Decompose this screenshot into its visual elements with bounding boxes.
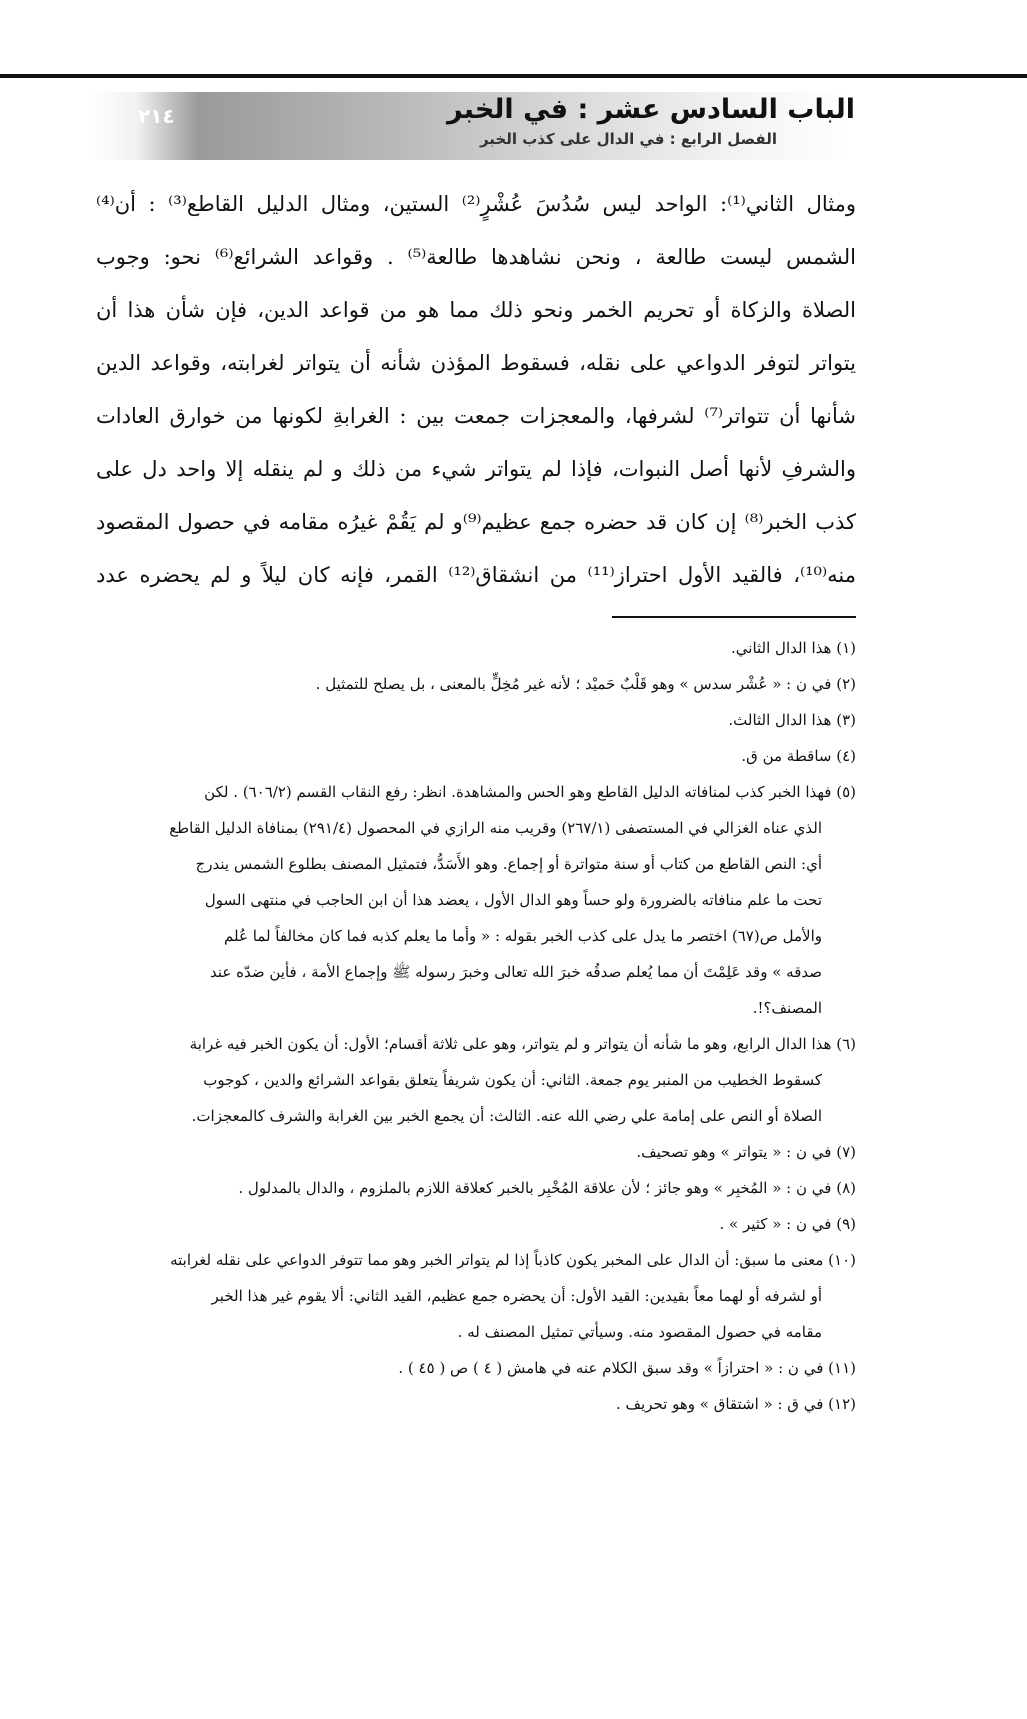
body-line: ومثال الثاني⁽¹⁾: الواحد ليس سُدُسَ عُشْرٍ⁽²⁾ الستين، ومثال الدليل القاطع⁽³⁾ : أن⁽⁴⁾ (96, 192, 857, 216)
footnote-line: (١) هذا الدال الثاني. (731, 639, 856, 657)
body-line: شأنها أن تتواتر⁽⁷⁾ لشرفها، والمعجزات جمعت بين : الغرابةِ لكونها من خوارق العادات (96, 404, 856, 428)
footnote-line: صدقه » وقد عَلِمْتَ أن مما يُعلم صدقُه خبرَ الله تعالى وخبرَ رسوله ﷺ وإجماع الأمة ، فأين ضدّه عند (210, 963, 822, 981)
body-line: كذب الخبر⁽⁸⁾ إن كان قد حضره جمع عظيم⁽⁹⁾و لم يَقُمْ غيرُه مقامه في حصول المقصود (96, 510, 856, 534)
body-line: الصلاة والزكاة أو تحريم الخمر ونحو ذلك مما هو من قواعد الدين، فإن شأن هذا أن (96, 298, 856, 322)
footnote-line: المصنف؟!. (752, 999, 822, 1017)
footnote-line: (٦) هذا الدال الرابع، وهو ما شأنه أن يتواتر و لم يتواتر، وهو على ثلاثة أقسام؛ الأول: أن يكون الخبر فيه غرابة (189, 1035, 856, 1053)
footnote-line: مقامه في حصول المقصود منه. وسيأتي تمثيل المصنف له . (457, 1323, 822, 1341)
top-rule (0, 74, 1027, 78)
footnote-line: (١٢) في ق : « اشتقاق » وهو تحريف . (615, 1395, 856, 1413)
footnote-line: (٧) في ن : « يتواتر » وهو تصحيف. (636, 1143, 856, 1161)
body-line: والشرفِ لأنها أصل النبوات، فإذا لم يتواتر شيء من ذلك و لم ينقله إلا واحد دل على (96, 457, 856, 481)
main-text (96, 178, 856, 602)
footnote-line: (١١) في ن : « احترازاً » وقد سبق الكلام عنه في هامش ( ٤ ) ص ( ٤٥ ) . (398, 1359, 856, 1377)
footnote-line: (٤) ساقطة من ق. (741, 747, 856, 765)
page-number: ٢١٤ (138, 104, 175, 128)
footnote-line: (٣) هذا الدال الثالث. (728, 711, 856, 729)
body-line: يتواتر لتوفر الدواعي على نقله، فسقوط المؤذن شأنه أن يتواتر لغرابته، وقواعد الدين (96, 351, 856, 375)
footnote-line: أو لشرفه أو لهما معاً بقيدين: القيد الأول: أن يحضره جمع عظيم، القيد الثاني: ألا يقوم غير هذا الخبر (211, 1287, 822, 1305)
body-line: منه⁽¹⁰⁾، فالقيد الأول احتراز⁽¹¹⁾ من انشقاق⁽¹²⁾ القمر، فإنه كان ليلاً و لم يحضره عدد (96, 563, 856, 587)
footnote-line: الذي عناه الغزالي في المستصفى (٢٦٧/١) وقريب منه الرازي في المحصول (٢٩١/٤) بمنافاة الدليل القاطع (169, 819, 822, 837)
footnote-line: (٥) فهذا الخبر كذب لمنافاته الدليل القاطع وهو الحس والمشاهدة. انظر: رفع النقاب القسم (٦٠٦/٢) . لكن (204, 783, 856, 801)
footnote-line: أي: النص القاطع من كتاب أو سنة متواترة أو إجماع. وهو الأَسَدُّ، فتمثيل المصنف بطلوع الشمس يندرج (195, 855, 822, 873)
footnote-line: الصلاة أو النص على إمامة علي رضي الله عنه. الثالث: أن يجمع الخبر بين الغرابة والشرف كالمعجزات. (191, 1107, 822, 1125)
footnote-separator (612, 616, 856, 618)
footnote-line: والأمل ص(٦٧) اختصر ما يدل على كذب الخبر بقوله : « وأما ما يعلم كذبه فما كان مخالفاً لما عُلم (224, 927, 822, 945)
section-subtitle: الفصل الرابع : في الدال على كذب الخبر (479, 130, 777, 148)
footnote-line: (٢) في ن : « عُشْر سدس » وهو قَلْبٌ حَميْد ؛ لأنه غير مُخِلٍّ بالمعنى ، بل يصلح للتمثيل . (315, 675, 856, 693)
footnotes (90, 630, 856, 1422)
footnote-line: (٨) في ن : « المُخبِر » وهو جائز ؛ لأن علاقة المُخْبِر بالخبر كعلاقة اللازم بالملزوم ، والدال بالمدلول . (238, 1179, 856, 1197)
body-line: الشمس ليست طالعة ، ونحن نشاهدها طالعة⁽⁵⁾ . وقواعد الشرائع⁽⁶⁾ نحو: وجوب (96, 245, 856, 269)
footnote-line: (٩) في ن : « كثير » . (719, 1215, 856, 1233)
chapter-title: الباب السادس عشر : في الخبر (447, 94, 855, 125)
footnote-line: تحت ما علم منافاته بالضرورة ولو حساً وهو الدال الأول ، يعضد هذا أن ابن الحاجب في منتهى السول (204, 891, 822, 909)
footnote-line: كسقوط الخطيب من المنبر يوم جمعة. الثاني: أن يكون شريفاً يتعلق بقواعد الشرائع والدين ، كوجوب (203, 1071, 822, 1089)
footnote-line: (١٠) معنى ما سبق: أن الدال على المخبر يكون كاذباً إذا لم يتواتر الخبر وهو مما تتوفر الدواعي على نقله لغرابته (170, 1251, 856, 1269)
